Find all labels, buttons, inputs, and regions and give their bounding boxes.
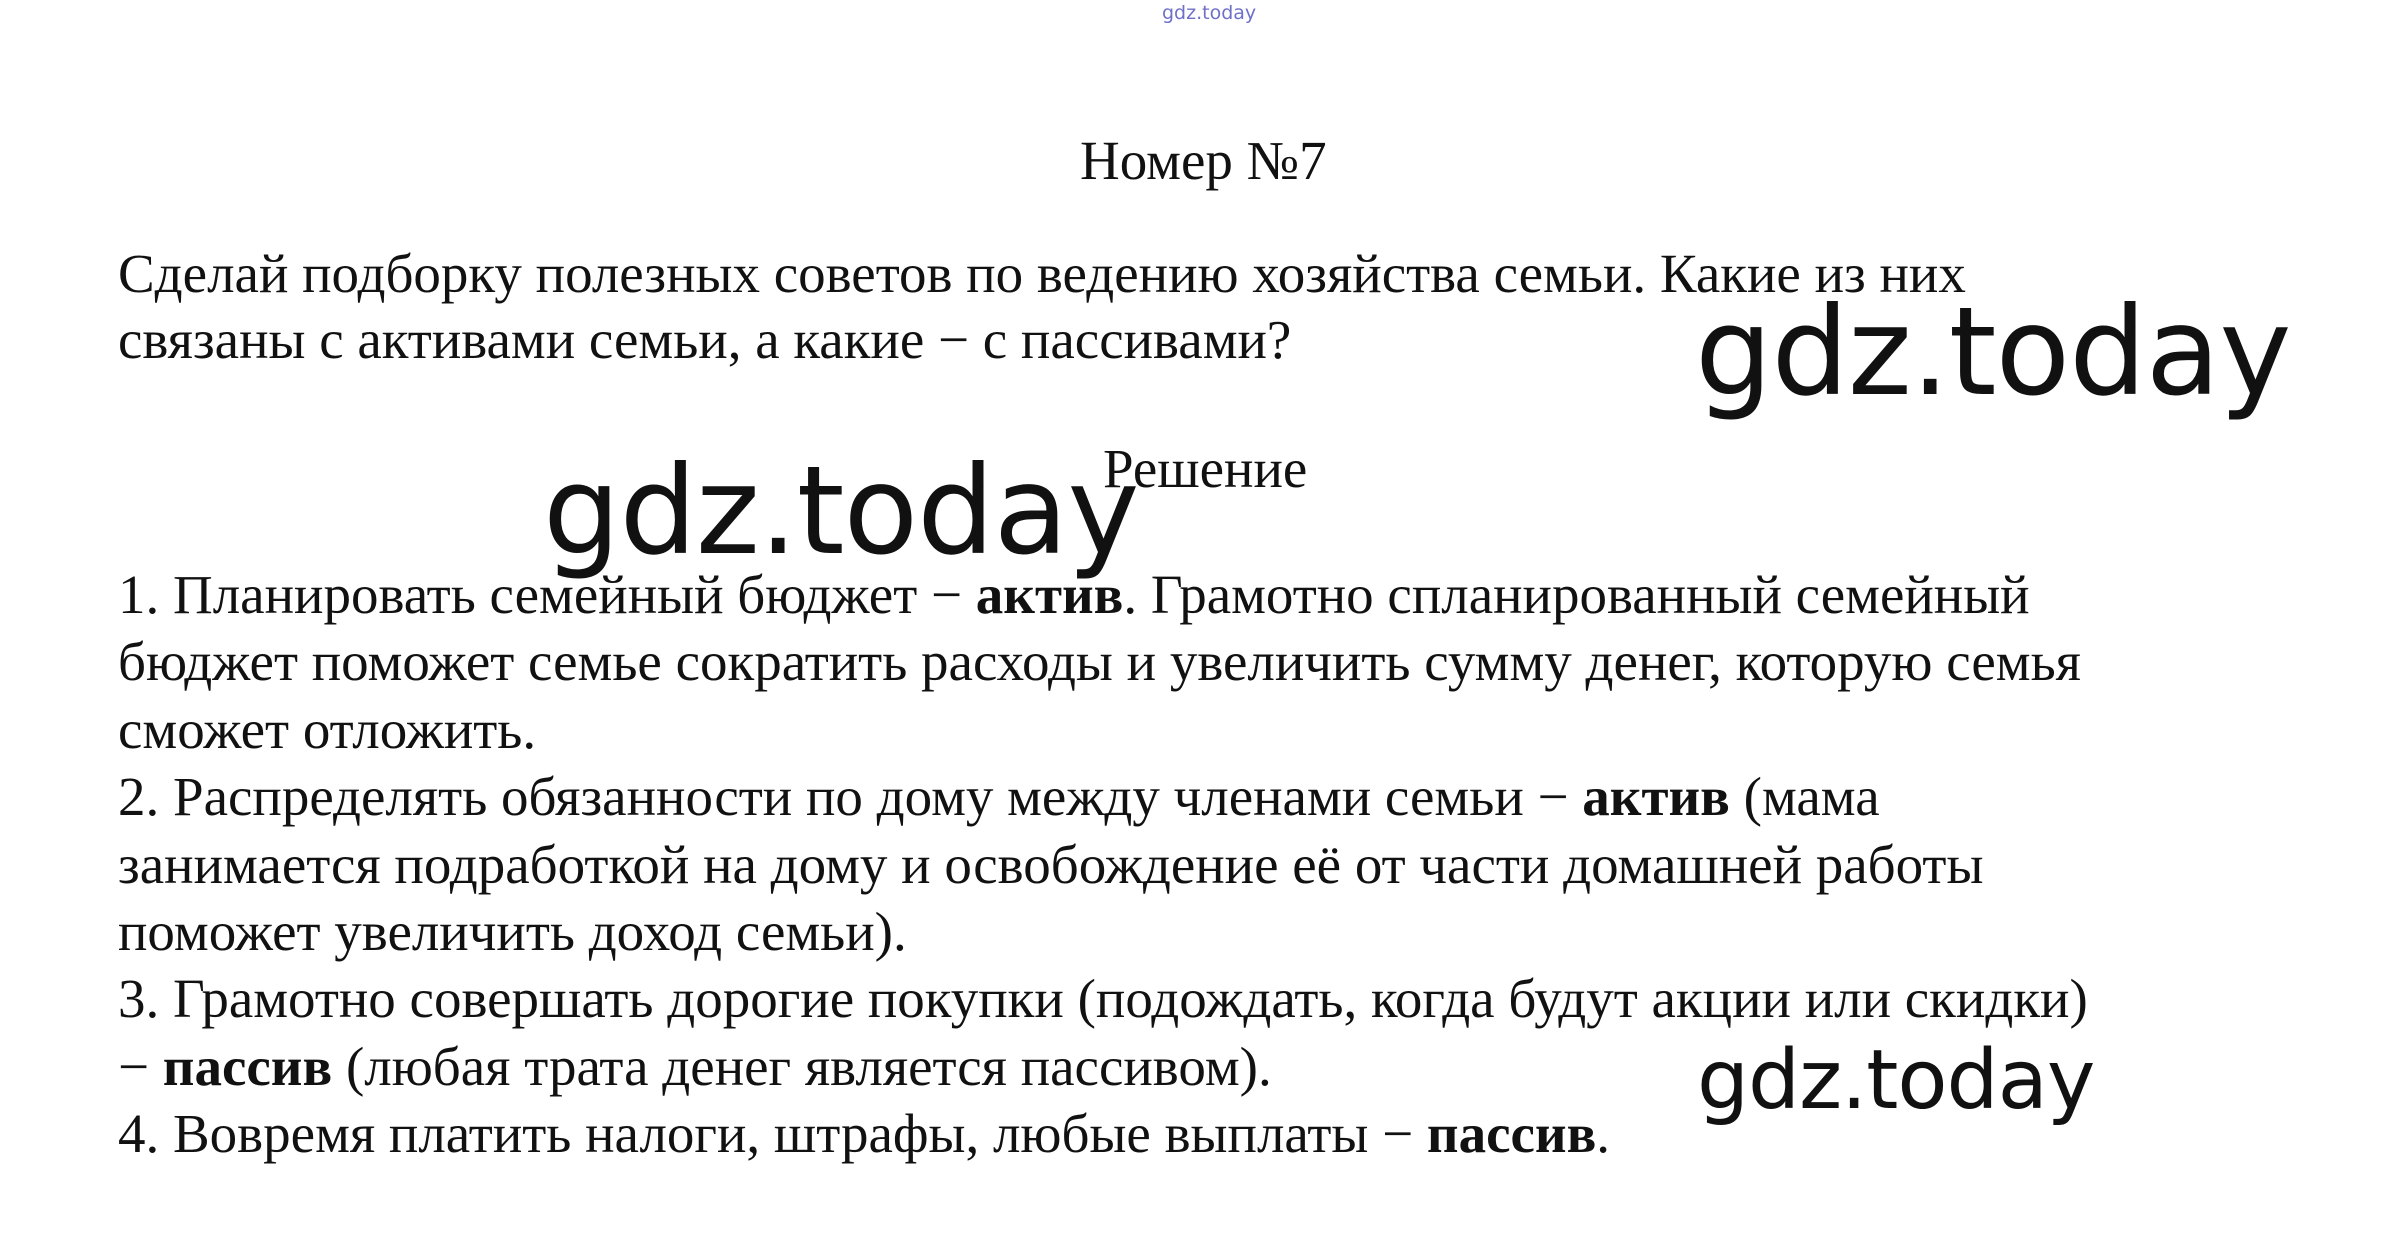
answer-2-line-1	[118, 763, 2088, 830]
watermark-large-1: gdz.today	[1695, 281, 2291, 423]
answer-4-type: пассив	[1426, 1103, 1597, 1165]
answer-4-text-cont: .	[1596, 1103, 1611, 1165]
answer-2-line-3: поможет увеличить доход семьи).	[118, 900, 907, 962]
watermark-top: gdz.today	[1162, 2, 1257, 24]
task-line-2: связаны с активами семьи, а какие − с пассивами?	[118, 309, 1292, 370]
answer-1-text-cont: . Грамотно спланированный семейный	[1123, 564, 2030, 625]
task-text	[118, 241, 1966, 373]
answer-4-text: 4. Вовремя платить налоги, штрафы, любые выплаты −	[118, 1103, 1427, 1165]
answer-3-dash: −	[118, 1035, 163, 1097]
answer-1-line-2: бюджет поможет семье сократить расходы и увеличить сумму денег, которую семья	[118, 631, 2081, 693]
solution-heading: Решение	[1103, 438, 1308, 499]
answer-1-text: 1. Планировать семейный бюджет −	[118, 564, 976, 625]
answer-2-type: актив	[1582, 766, 1730, 828]
answer-2-text-cont: (мама	[1729, 766, 1880, 828]
answer-2-line-2: занимается подработкой на дому и освобождение её от части домашней работы	[118, 833, 1984, 895]
answer-3-type: пассив	[162, 1035, 333, 1097]
answer-3-line-1: 3. Грамотно совершать дорогие покупки (подождать, когда будут акции или скидки)	[118, 968, 2088, 1030]
page-title: Номер №7	[1080, 130, 1327, 191]
watermark-medium: gdz.today	[1697, 1033, 2095, 1128]
answer-1-line-3: сможет отложить.	[118, 698, 537, 760]
answer-2-text: 2. Распределять обязанности по дому между членами семьи −	[118, 766, 1583, 828]
answer-1-type: актив	[975, 564, 1124, 625]
answer-3-text-cont: (любая трата денег является пассивом).	[332, 1035, 1272, 1097]
task-line-1: Сделай подборку полезных советов по ведению хозяйства семьи. Какие из них	[118, 243, 1966, 304]
watermark-large-2: gdz.today	[543, 440, 1139, 582]
